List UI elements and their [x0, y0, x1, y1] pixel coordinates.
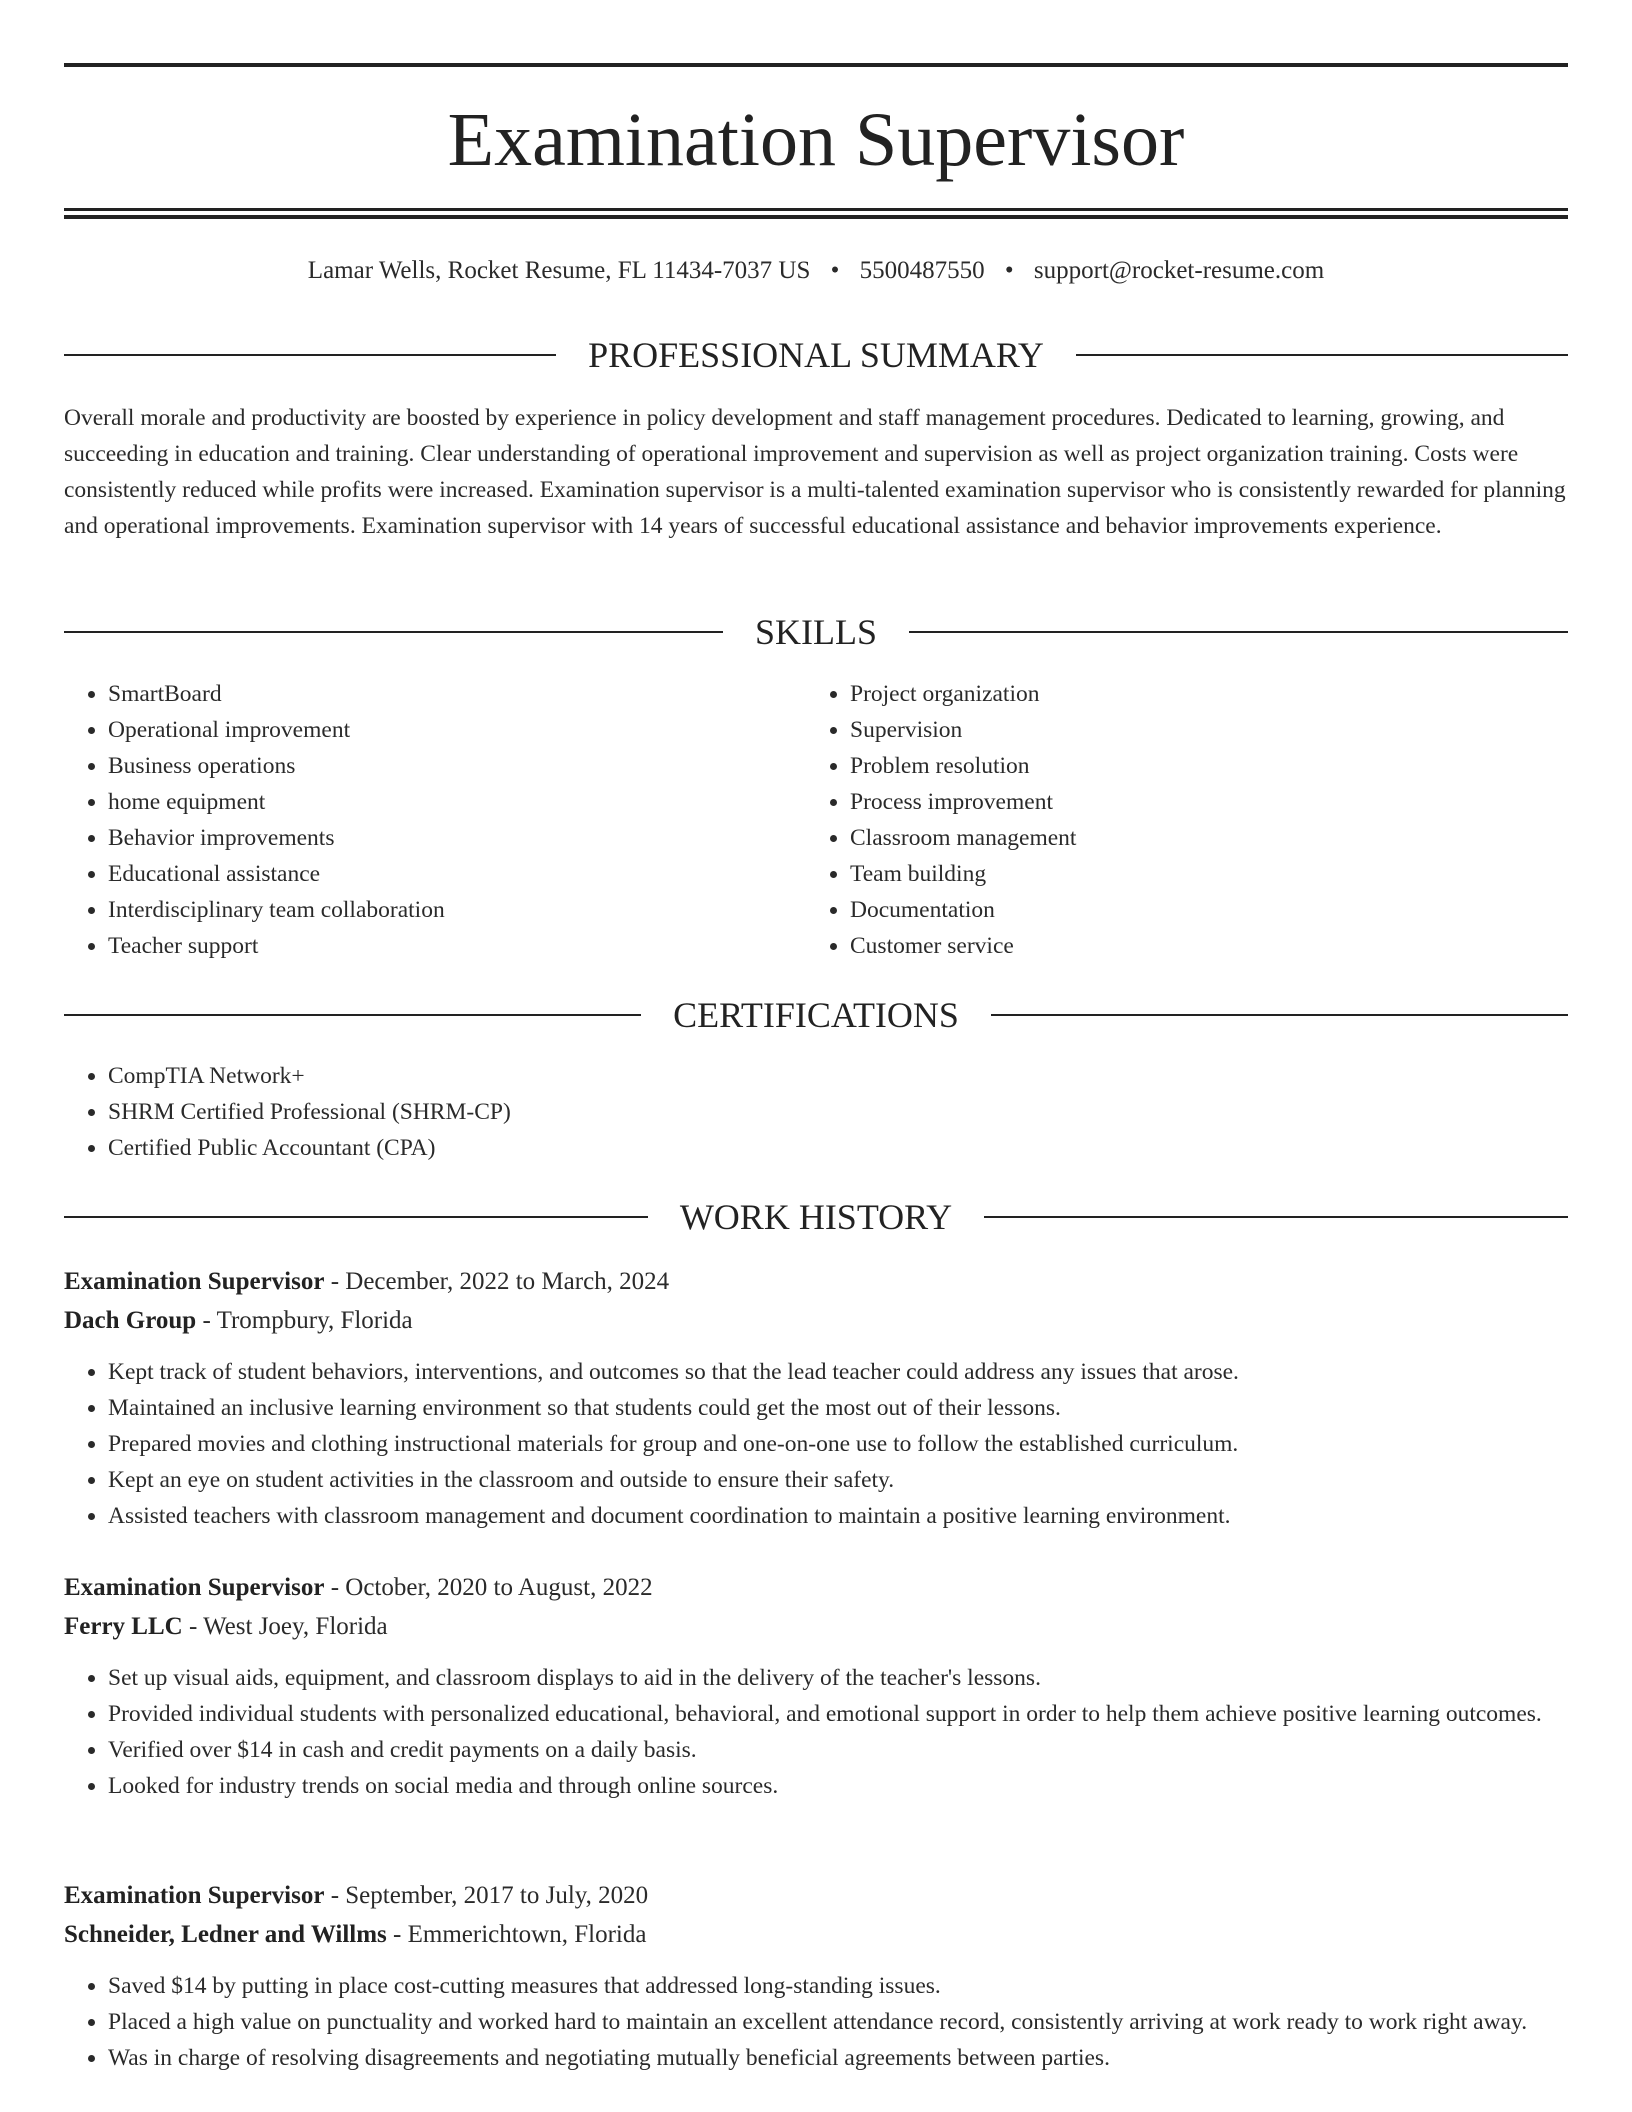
- certification-item: • CompTIA Network+: [108, 1058, 511, 1094]
- job-duty: • Kept track of student behaviors, interventions, and outcomes so that the lead teacher could address any issues that arose.: [108, 1354, 1568, 1390]
- summary-paragraph: Overall morale and productivity are boosted by experience in policy development and staff management procedures. Dedicated to learning, growing, and succeeding in education and training. Clear understanding of operational improvement and supervision as well as project organization training. Costs were consistently reduced while profits were increased. Examination supervisor is a multi-talented examination supervisor who is consistently rewarded for planning and operational improvements. Examination supervisor with 14 years of successful educational assistance and behavior improvements experience.: [64, 405, 1566, 539]
- job-duty: • Verified over $14 in cash and credit payments on a daily basis.: [108, 1732, 1568, 1768]
- skill-item: • Customer service: [850, 928, 1076, 964]
- top-rule: [64, 63, 1568, 67]
- contact-separator: •: [1004, 257, 1014, 284]
- skill-item: • Operational improvement: [108, 712, 445, 748]
- certification-item: • SHRM Certified Professional (SHRM-CP): [108, 1094, 511, 1130]
- job-duty: • Was in charge of resolving disagreements and negotiating mutually beneficial agreements between parties.: [108, 2040, 1568, 2076]
- page-title: Examination Supervisor: [447, 98, 1185, 182]
- title-double-rule: [64, 208, 1568, 219]
- job-company: Schneider, Ledner and Willms: [64, 1921, 387, 1948]
- section-title-work-history: WORK HISTORY: [679, 1197, 953, 1237]
- job-location: - West Joey, Florida: [182, 1613, 388, 1640]
- job-duty: • Assisted teachers with classroom management and document coordination to maintain a positive learning environment.: [108, 1498, 1568, 1534]
- contact-line: [64, 254, 1568, 288]
- skill-item: • Process improvement: [850, 784, 1076, 820]
- skill-item: • Behavior improvements: [108, 820, 445, 856]
- skill-item: • Documentation: [850, 892, 1076, 928]
- job-duty: • Provided individual students with personalized educational, behavioral, and emotional support in order to help them achieve positive learning outcomes.: [108, 1696, 1568, 1732]
- certification-item: • Certified Public Accountant (CPA): [108, 1130, 511, 1166]
- heading-rule: [909, 631, 1568, 633]
- job-dates: - October, 2020 to August, 2022: [324, 1574, 653, 1601]
- job-duty: • Maintained an inclusive learning environment so that students could get the most out of their lessons.: [108, 1390, 1568, 1426]
- section-heading-work-history: [64, 1195, 1568, 1239]
- skill-item: • Educational assistance: [108, 856, 445, 892]
- contact-phone: 5500487550: [859, 257, 985, 284]
- job-entry: [64, 1568, 1568, 1804]
- skill-item: • Problem resolution: [850, 748, 1076, 784]
- job-duties-list: [64, 1354, 1568, 1534]
- heading-rule: [64, 631, 723, 633]
- job-title-line: [64, 1568, 1568, 1607]
- skill-item: • Business operations: [108, 748, 445, 784]
- heading-rule: [64, 354, 556, 356]
- section-heading-summary: [64, 333, 1568, 377]
- job-location: - Trompbury, Florida: [196, 1307, 413, 1334]
- section-title-summary: PROFESSIONAL SUMMARY: [588, 335, 1044, 375]
- job-company: Dach Group: [64, 1307, 197, 1334]
- job-title-line: [64, 1262, 1568, 1301]
- job-duty: • Kept an eye on student activities in the classroom and outside to ensure their safety.: [108, 1462, 1568, 1498]
- skills-list-left: [64, 676, 445, 964]
- skill-item: • SmartBoard: [108, 676, 445, 712]
- job-role: Examination Supervisor: [64, 1268, 325, 1295]
- job-company-line: [64, 1301, 1568, 1340]
- job-entry: [64, 1262, 1568, 1534]
- heading-rule: [64, 1014, 641, 1016]
- section-heading-skills: [64, 610, 1568, 654]
- job-duties-list: [64, 1660, 1568, 1804]
- skill-item: • Project organization: [850, 676, 1076, 712]
- job-duties-list: [64, 1968, 1568, 2076]
- skill-item: • Classroom management: [850, 820, 1076, 856]
- job-dates: - September, 2017 to July, 2020: [324, 1882, 649, 1909]
- section-title-skills: SKILLS: [755, 612, 878, 652]
- skills-list-right: [806, 676, 1076, 964]
- job-title-line: [64, 1876, 1568, 1915]
- contact-address: Lamar Wells, Rocket Resume, FL 11434-7037 US: [307, 257, 811, 284]
- job-duty: • Saved $14 by putting in place cost-cutting measures that addressed long-standing issues.: [108, 1968, 1568, 2004]
- section-heading-certifications: [64, 993, 1568, 1037]
- job-dates: - December, 2022 to March, 2024: [324, 1268, 670, 1295]
- job-role: Examination Supervisor: [64, 1882, 325, 1909]
- skill-item: • Team building: [850, 856, 1076, 892]
- job-company-line: [64, 1607, 1568, 1646]
- heading-rule: [991, 1014, 1568, 1016]
- heading-rule: [1076, 354, 1568, 356]
- job-entry: [64, 1876, 1568, 2076]
- job-duty: • Looked for industry trends on social media and through online sources.: [108, 1768, 1568, 1804]
- skill-item: • home equipment: [108, 784, 445, 820]
- skill-item: • Interdisciplinary team collaboration: [108, 892, 445, 928]
- job-duty: • Prepared movies and clothing instructional materials for group and one-on-one use to follow the established curriculum.: [108, 1426, 1568, 1462]
- job-company-line: [64, 1915, 1568, 1954]
- job-company: Ferry LLC: [64, 1613, 183, 1640]
- job-duty: • Placed a high value on punctuality and worked hard to maintain an excellent attendance record, consistently arriving at work ready to work right away.: [108, 2004, 1568, 2040]
- contact-separator: •: [830, 257, 840, 284]
- section-title-certifications: CERTIFICATIONS: [673, 995, 959, 1035]
- job-location: - Emmerichtown, Florida: [386, 1921, 647, 1948]
- certifications-list: [64, 1058, 511, 1166]
- heading-rule: [64, 1216, 648, 1218]
- heading-rule: [984, 1216, 1568, 1218]
- job-role: Examination Supervisor: [64, 1574, 325, 1601]
- skill-item: • Supervision: [850, 712, 1076, 748]
- job-duty: • Set up visual aids, equipment, and classroom displays to aid in the delivery of the teacher's lessons.: [108, 1660, 1568, 1696]
- skill-item: • Teacher support: [108, 928, 445, 964]
- contact-email: support@rocket-resume.com: [1033, 257, 1325, 284]
